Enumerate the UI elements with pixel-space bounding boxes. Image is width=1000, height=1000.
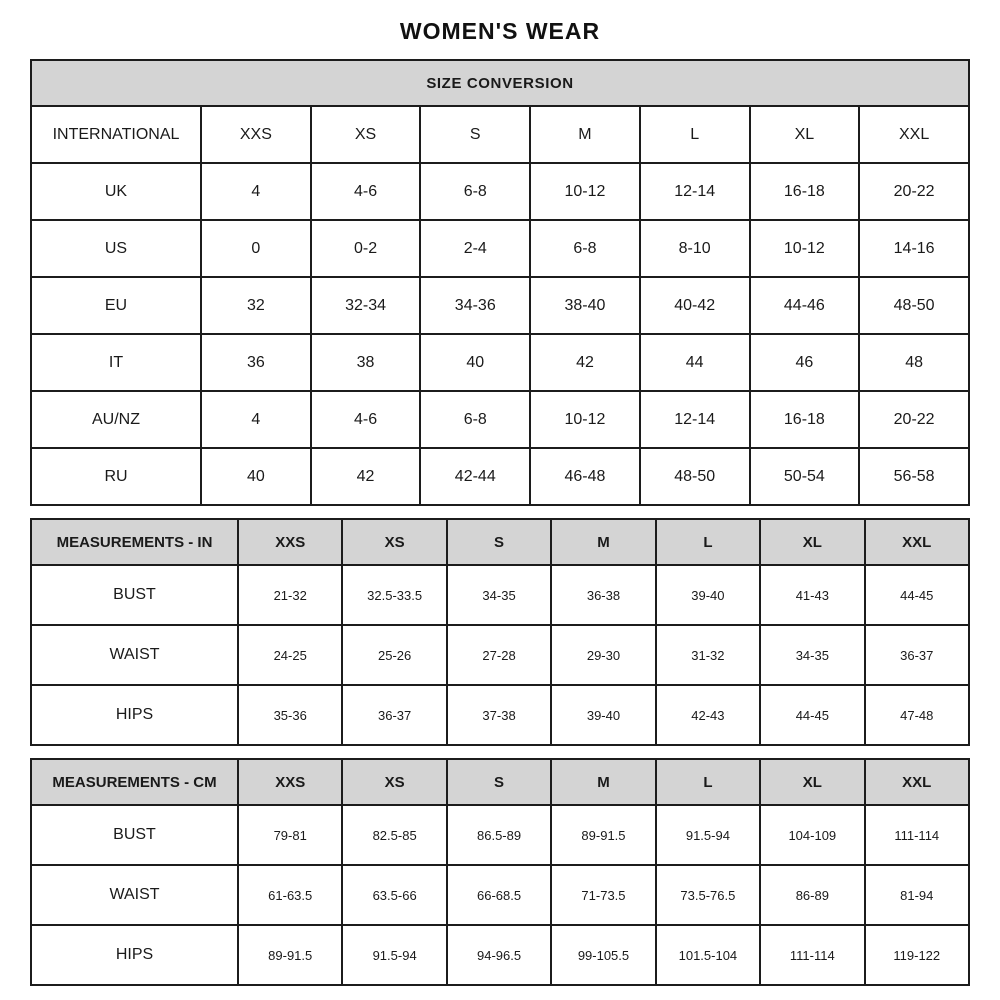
row-label: WAIST [31,865,238,925]
data-cell: 81-94 [865,865,969,925]
data-cell: 34-35 [447,565,551,625]
size-column-header: XL [760,759,864,805]
data-cell: 31-32 [656,625,760,685]
data-cell: 40 [420,334,530,391]
data-cell: L [640,106,750,163]
data-cell: 44-46 [750,277,860,334]
data-cell: 32-34 [311,277,421,334]
table-title: SIZE CONVERSION [31,60,969,106]
data-cell: 24-25 [238,625,342,685]
data-cell: 29-30 [551,625,655,685]
size-column-header: S [447,519,551,565]
data-cell: 41-43 [760,565,864,625]
row-label: INTERNATIONAL [31,106,201,163]
table-row [31,277,969,334]
row-label: HIPS [31,925,238,985]
data-cell: XXS [201,106,311,163]
row-label: UK [31,163,201,220]
data-cell: 10-12 [750,220,860,277]
table-row [31,625,969,685]
size-column-header: XL [760,519,864,565]
data-cell: 4 [201,163,311,220]
data-cell: 73.5-76.5 [656,865,760,925]
size-column-header: XXL [865,519,969,565]
data-cell: 36-37 [342,685,446,745]
data-cell: 48-50 [859,277,969,334]
table-row [31,685,969,745]
data-cell: 4-6 [311,391,421,448]
data-cell: XS [311,106,421,163]
table-row [31,106,969,163]
data-cell: 44-45 [865,565,969,625]
data-cell: 42-44 [420,448,530,505]
data-cell: 82.5-85 [342,805,446,865]
data-cell: 48-50 [640,448,750,505]
data-cell: S [420,106,530,163]
data-cell: 119-122 [865,925,969,985]
data-cell: 46-48 [530,448,640,505]
data-cell: 16-18 [750,391,860,448]
data-cell: 36-37 [865,625,969,685]
table-header-label: MEASUREMENTS - IN [31,519,238,565]
table-row [31,391,969,448]
table-header-row [31,759,969,805]
row-label: EU [31,277,201,334]
data-cell: 20-22 [859,391,969,448]
data-cell: 4 [201,391,311,448]
data-cell: 111-114 [760,925,864,985]
data-cell: 27-28 [447,625,551,685]
data-cell: 89-91.5 [551,805,655,865]
data-cell: 16-18 [750,163,860,220]
data-cell: 86.5-89 [447,805,551,865]
data-cell: 14-16 [859,220,969,277]
data-cell: 0-2 [311,220,421,277]
data-cell: 66-68.5 [447,865,551,925]
size-column-header: M [551,759,655,805]
data-cell: 79-81 [238,805,342,865]
row-label: AU/NZ [31,391,201,448]
data-cell: 6-8 [530,220,640,277]
data-cell: 25-26 [342,625,446,685]
data-cell: 61-63.5 [238,865,342,925]
row-label: BUST [31,565,238,625]
data-cell: 42 [311,448,421,505]
data-cell: 101.5-104 [656,925,760,985]
data-cell: 104-109 [760,805,864,865]
data-cell: 91.5-94 [342,925,446,985]
table-row [31,334,969,391]
data-cell: XL [750,106,860,163]
row-label: US [31,220,201,277]
data-cell: 38 [311,334,421,391]
data-cell: 48 [859,334,969,391]
row-label: WAIST [31,625,238,685]
data-cell: XXL [859,106,969,163]
size-column-header: XS [342,519,446,565]
size-column-header: XXS [238,519,342,565]
data-cell: 10-12 [530,391,640,448]
table-row [31,163,969,220]
data-cell: 38-40 [530,277,640,334]
data-cell: 56-58 [859,448,969,505]
size-column-header: L [656,759,760,805]
size-conversion-table [30,59,970,506]
table-header-label: MEASUREMENTS - CM [31,759,238,805]
data-cell: 99-105.5 [551,925,655,985]
table-row [31,805,969,865]
row-label: HIPS [31,685,238,745]
data-cell: 34-36 [420,277,530,334]
data-cell: 50-54 [750,448,860,505]
size-column-header: L [656,519,760,565]
table-row [31,220,969,277]
data-cell: 20-22 [859,163,969,220]
data-cell: 36-38 [551,565,655,625]
data-cell: 32 [201,277,311,334]
data-cell: 86-89 [760,865,864,925]
data-cell: 4-6 [311,163,421,220]
table-row [31,565,969,625]
page-title: WOMEN'S WEAR [399,18,601,44]
data-cell: 35-36 [238,685,342,745]
size-column-header: S [447,759,551,805]
table-title-row [31,60,969,106]
table-row [31,448,969,505]
measurements-in-table [30,518,970,746]
data-cell: 21-32 [238,565,342,625]
table-header-row [31,519,969,565]
data-cell: 42-43 [656,685,760,745]
data-cell: 37-38 [447,685,551,745]
size-column-header: XXS [238,759,342,805]
data-cell: M [530,106,640,163]
data-cell: 10-12 [530,163,640,220]
row-label: BUST [31,805,238,865]
data-cell: 36 [201,334,311,391]
data-cell: 39-40 [551,685,655,745]
data-cell: 12-14 [640,163,750,220]
data-cell: 6-8 [420,163,530,220]
data-cell: 94-96.5 [447,925,551,985]
data-cell: 32.5-33.5 [342,565,446,625]
data-cell: 89-91.5 [238,925,342,985]
row-label: IT [31,334,201,391]
data-cell: 6-8 [420,391,530,448]
data-cell: 8-10 [640,220,750,277]
measurements-cm-table [30,758,970,986]
table-row [31,925,969,985]
data-cell: 46 [750,334,860,391]
data-cell: 2-4 [420,220,530,277]
data-cell: 34-35 [760,625,864,685]
data-cell: 12-14 [640,391,750,448]
data-cell: 44 [640,334,750,391]
table-row [31,865,969,925]
size-column-header: XS [342,759,446,805]
data-cell: 71-73.5 [551,865,655,925]
data-cell: 42 [530,334,640,391]
row-label: RU [31,448,201,505]
data-cell: 91.5-94 [656,805,760,865]
data-cell: 40-42 [640,277,750,334]
data-cell: 0 [201,220,311,277]
data-cell: 47-48 [865,685,969,745]
size-column-header: M [551,519,655,565]
data-cell: 39-40 [656,565,760,625]
data-cell: 44-45 [760,685,864,745]
size-column-header: XXL [865,759,969,805]
data-cell: 111-114 [865,805,969,865]
data-cell: 63.5-66 [342,865,446,925]
data-cell: 40 [201,448,311,505]
